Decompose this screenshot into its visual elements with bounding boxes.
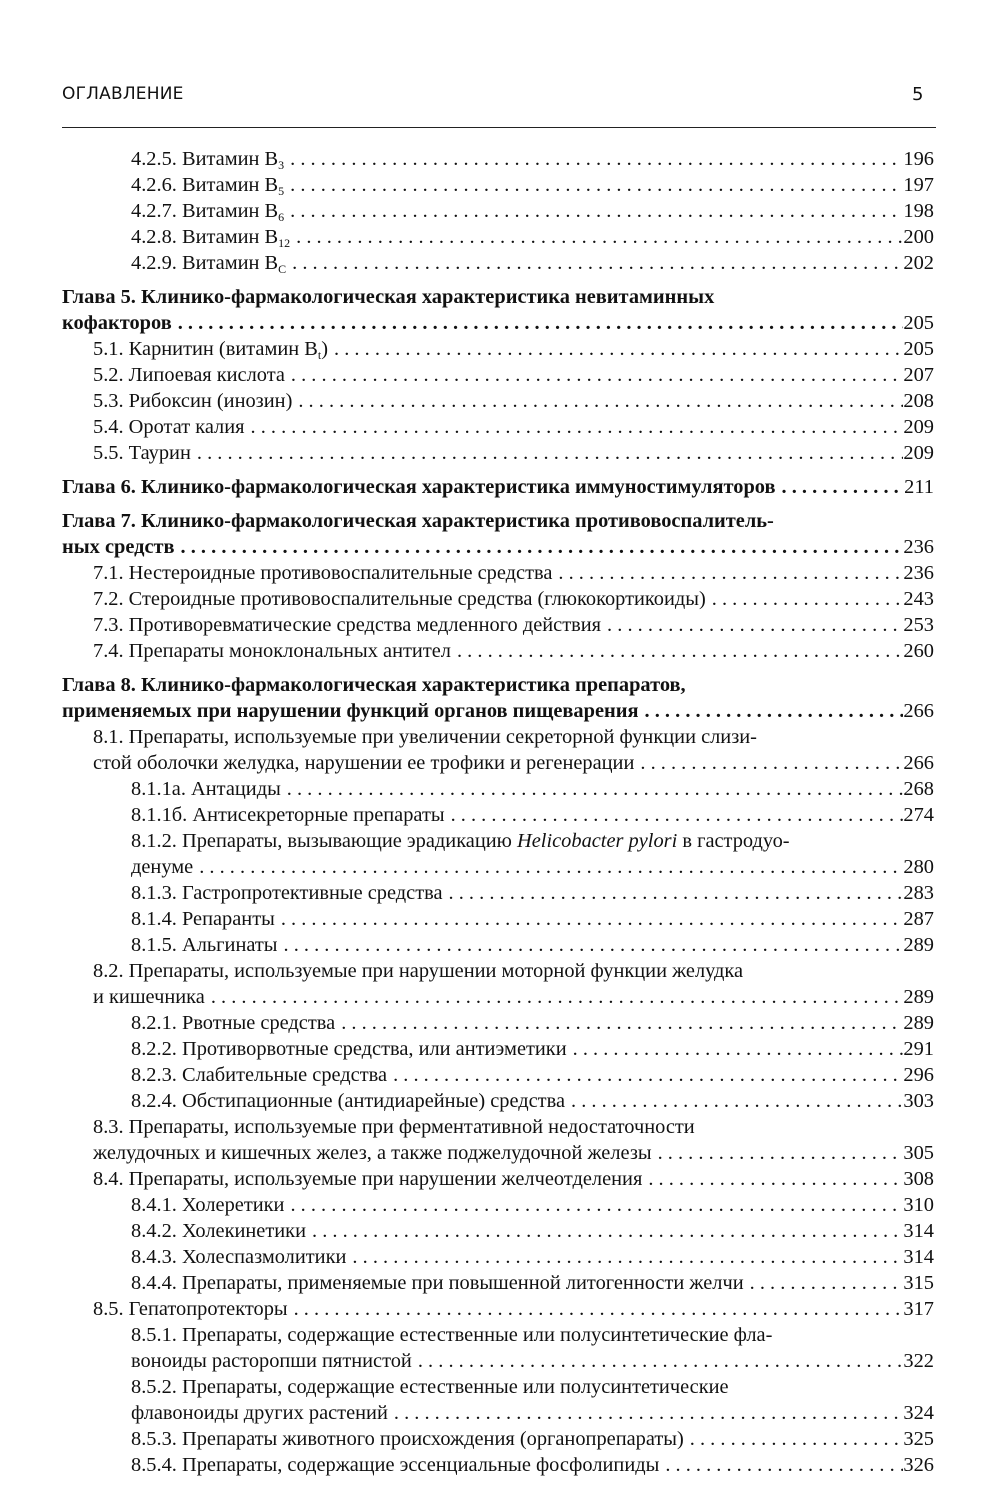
toc-entry[interactable] bbox=[62, 932, 934, 958]
toc-entry-title: стой оболочки желудка, нарушении ее трофики и регенерации bbox=[93, 752, 635, 774]
dot-leader bbox=[172, 310, 904, 336]
toc-page-number: 308 bbox=[903, 1168, 934, 1190]
toc-entry-title: 7.1. Нестероидные противовоспалительные средства bbox=[93, 562, 553, 584]
toc-page-number: 326 bbox=[903, 1454, 934, 1476]
toc-entry-title: Глава 7. Клинико-фармакологическая характеристика противовоспалитель- bbox=[62, 510, 774, 532]
toc-page-number: 287 bbox=[903, 908, 934, 930]
toc-entry[interactable] bbox=[62, 172, 934, 198]
toc-page-number: 314 bbox=[903, 1246, 934, 1268]
toc-entry-title: флавоноиды других растений bbox=[131, 1402, 388, 1424]
toc-entry-title: 8.4.2. Холекинетики bbox=[131, 1220, 306, 1242]
toc-entry[interactable] bbox=[62, 146, 934, 172]
dot-leader bbox=[286, 250, 903, 276]
dot-leader bbox=[205, 984, 904, 1010]
toc-entry[interactable] bbox=[62, 1270, 934, 1296]
toc-entry[interactable] bbox=[62, 1140, 934, 1166]
toc-entry-title: 8.2.3. Слабительные средства bbox=[131, 1064, 388, 1086]
toc-entry-title: 8.3. Препараты, используемые при ферментативной недостаточности bbox=[93, 1116, 695, 1138]
dot-leader bbox=[335, 1010, 903, 1036]
toc-entry[interactable] bbox=[62, 750, 934, 776]
toc-page-number: 296 bbox=[903, 1064, 934, 1086]
toc-entry[interactable] bbox=[62, 1296, 934, 1322]
toc-entry-title: 5.3. Рибоксин (инозин) bbox=[93, 390, 293, 412]
dot-leader bbox=[346, 1244, 903, 1270]
toc-entry[interactable] bbox=[62, 1036, 934, 1062]
toc-entry-title: 4.2.6. Витамин $B_5$ bbox=[131, 174, 285, 198]
dot-leader bbox=[278, 932, 904, 958]
toc-entry-title: 8.1.2. Препараты, вызывающие эрадикацию Helicobacter pylori в гастродуо- bbox=[131, 830, 790, 852]
toc-entry[interactable] bbox=[62, 414, 934, 440]
toc-entry-title: Глава 5. Клинико-фармакологическая характеристика невитаминных bbox=[62, 286, 715, 308]
toc-entry-title: 5.5. Таурин bbox=[93, 442, 191, 464]
toc-entry[interactable] bbox=[62, 1426, 934, 1452]
toc-page-number: 289 bbox=[903, 1012, 934, 1034]
toc-entry-title: 7.2. Стероидные противовоспалительные средства (глюкокортикоиды) bbox=[93, 588, 706, 610]
dot-leader bbox=[175, 534, 904, 560]
toc-page-number: 303 bbox=[903, 1090, 934, 1112]
toc-entry-title: желудочных и кишечных желез, а также поджелудочной железы bbox=[93, 1142, 652, 1164]
dot-leader bbox=[639, 698, 904, 724]
toc-page-number: 260 bbox=[903, 640, 934, 662]
toc-page-number: 314 bbox=[903, 1220, 934, 1242]
toc-page-number: 197 bbox=[903, 174, 934, 196]
toc-chapter-line[interactable] bbox=[62, 474, 934, 500]
toc-entry-title: 8.1.4. Репаранты bbox=[131, 908, 275, 930]
toc-entry-title: 8.1.3. Гастропротективные средства bbox=[131, 882, 443, 904]
running-header-title: ОГЛАВЛЕНИЕ bbox=[62, 84, 184, 104]
toc-page-number: 266 bbox=[903, 700, 934, 722]
toc-entry-title: 5.1. Карнитин (витамин $B_t$) bbox=[93, 338, 329, 362]
dot-leader bbox=[567, 1036, 904, 1062]
subscript: t bbox=[317, 348, 322, 362]
toc-entry-title: воноиды расторопши пятнистой bbox=[131, 1350, 412, 1372]
toc-page-number: 268 bbox=[903, 778, 934, 800]
dot-leader bbox=[601, 612, 903, 638]
toc-entry[interactable] bbox=[62, 724, 934, 750]
dot-leader bbox=[684, 1426, 904, 1452]
toc-entry-title: 7.4. Препараты моноклональных антител bbox=[93, 640, 451, 662]
toc-entry-title: 8.1. Препараты, используемые при увеличении секреторной функции слизи- bbox=[93, 726, 757, 748]
toc-entry[interactable] bbox=[62, 198, 934, 224]
toc-entry-title: кофакторов bbox=[62, 312, 172, 334]
toc-entry-title: 8.5. Гепатопротекторы bbox=[93, 1298, 288, 1320]
toc-page-number: 266 bbox=[903, 752, 934, 774]
toc-page-number: 198 bbox=[903, 200, 934, 222]
toc-entry-title: 8.1.1а. Антациды bbox=[131, 778, 281, 800]
toc-entry[interactable] bbox=[62, 612, 934, 638]
toc-entry-title: 8.5.3. Препараты животного происхождения (органопрепараты) bbox=[131, 1428, 684, 1450]
dot-leader bbox=[284, 198, 903, 224]
toc-entry[interactable] bbox=[62, 776, 934, 802]
table-of-contents bbox=[62, 146, 934, 1478]
toc-entry[interactable] bbox=[62, 1062, 934, 1088]
toc-page-number: 283 bbox=[903, 882, 934, 904]
toc-page-number: 236 bbox=[903, 536, 934, 558]
page-number: 5 bbox=[912, 84, 924, 105]
toc-page-number: 243 bbox=[903, 588, 934, 610]
toc-page-number: 305 bbox=[903, 1142, 934, 1164]
subscript: 12 bbox=[278, 236, 291, 250]
subscript: C bbox=[278, 262, 287, 276]
toc-entry-title: 8.4. Препараты, используемые при нарушении желчеотделения bbox=[93, 1168, 643, 1190]
toc-entry[interactable] bbox=[62, 250, 934, 276]
toc-entry-title: ных средств bbox=[62, 536, 175, 558]
toc-page-number: 207 bbox=[903, 364, 934, 386]
toc-entry[interactable] bbox=[62, 560, 934, 586]
dot-leader bbox=[284, 1192, 903, 1218]
dot-leader bbox=[659, 1452, 903, 1478]
toc-page-number: 209 bbox=[903, 416, 934, 438]
toc-entry-title: 8.1.1б. Антисекреторные препараты bbox=[131, 804, 445, 826]
toc-page-number: 236 bbox=[903, 562, 934, 584]
dot-leader bbox=[275, 906, 904, 932]
toc-page-number: 315 bbox=[903, 1272, 934, 1294]
toc-entry[interactable] bbox=[62, 586, 934, 612]
toc-chapter-line[interactable] bbox=[62, 672, 934, 698]
dot-leader bbox=[281, 776, 904, 802]
toc-page-number: 322 bbox=[903, 1350, 934, 1372]
toc-page-number: 280 bbox=[903, 856, 934, 878]
toc-entry[interactable] bbox=[62, 388, 934, 414]
toc-chapter-line[interactable] bbox=[62, 310, 934, 336]
subscript: 3 bbox=[278, 158, 285, 172]
toc-entry[interactable] bbox=[62, 1010, 934, 1036]
toc-entry-title: 8.2.1. Рвотные средства bbox=[131, 1012, 336, 1034]
toc-entry[interactable] bbox=[62, 440, 934, 466]
toc-entry-title: 8.4.3. Холеспазмолитики bbox=[131, 1246, 347, 1268]
italic-term: Helicobacter pylori bbox=[517, 830, 678, 852]
toc-entry-title: Глава 6. Клинико-фармакологическая характеристика иммуностимуляторов bbox=[62, 476, 776, 498]
dot-leader bbox=[285, 362, 904, 388]
subscript: 5 bbox=[278, 184, 285, 198]
toc-entry[interactable] bbox=[62, 1114, 934, 1140]
dot-leader bbox=[642, 1166, 903, 1192]
toc-entry-title: 5.4. Оротат калия bbox=[93, 416, 245, 438]
toc-entry[interactable] bbox=[62, 828, 934, 854]
toc-page-number: 289 bbox=[903, 986, 934, 1008]
toc-entry-title: 7.3. Противоревматические средства медленного действия bbox=[93, 614, 602, 636]
toc-entry-title: 8.5.4. Препараты, содержащие эссенциальные фосфолипиды bbox=[131, 1454, 660, 1476]
dot-leader bbox=[451, 638, 903, 664]
toc-entry[interactable] bbox=[62, 1244, 934, 1270]
subscript: 6 bbox=[278, 210, 285, 224]
toc-page-number: 325 bbox=[903, 1428, 934, 1450]
toc-entry-title: 8.2. Препараты, используемые при нарушении моторной функции желудка bbox=[93, 960, 744, 982]
toc-page-number: 211 bbox=[904, 476, 934, 498]
dot-leader bbox=[634, 750, 903, 776]
toc-page-number: 253 bbox=[903, 614, 934, 636]
dot-leader bbox=[776, 474, 905, 500]
toc-entry-title: 8.5.2. Препараты, содержащие естественные или полусинтетические bbox=[131, 1376, 729, 1398]
dot-leader bbox=[443, 880, 904, 906]
toc-entry[interactable] bbox=[62, 984, 934, 1010]
toc-entry[interactable] bbox=[62, 1192, 934, 1218]
toc-entry-title: 8.2.4. Обстипационные (антидиарейные) средства bbox=[131, 1090, 565, 1112]
toc-page-number: 310 bbox=[903, 1194, 934, 1216]
dot-leader bbox=[565, 1088, 903, 1114]
toc-page-number: 209 bbox=[903, 442, 934, 464]
toc-entry[interactable] bbox=[62, 1322, 934, 1348]
toc-entry-title: 4.2.5. Витамин $B_3$ bbox=[131, 148, 285, 172]
toc-chapter-line[interactable] bbox=[62, 284, 934, 310]
dot-leader bbox=[306, 1218, 903, 1244]
toc-entry-title: Глава 8. Клинико-фармакологическая характеристика препаратов, bbox=[62, 674, 686, 696]
header-divider bbox=[62, 127, 936, 128]
dot-leader bbox=[387, 1062, 903, 1088]
toc-entry[interactable] bbox=[62, 362, 934, 388]
toc-entry-title: применяемых при нарушении функций органов пищеварения bbox=[62, 700, 639, 722]
toc-entry-title: 4.2.7. Витамин $B_6$ bbox=[131, 200, 285, 224]
toc-page-number: 196 bbox=[903, 148, 934, 170]
toc-entry-title: 4.2.8. Витамин $B_{12}$ bbox=[131, 226, 291, 250]
dot-leader bbox=[245, 414, 904, 440]
toc-entry-title: денуме bbox=[131, 856, 194, 878]
dot-leader bbox=[652, 1140, 904, 1166]
toc-entry[interactable] bbox=[62, 906, 934, 932]
toc-entry[interactable] bbox=[62, 638, 934, 664]
toc-entry[interactable] bbox=[62, 802, 934, 828]
dot-leader bbox=[288, 1296, 904, 1322]
dot-leader bbox=[706, 586, 904, 612]
toc-entry[interactable] bbox=[62, 224, 934, 250]
toc-entry[interactable] bbox=[62, 1218, 934, 1244]
dot-leader bbox=[412, 1348, 904, 1374]
toc-entry-title: 8.1.5. Альгинаты bbox=[131, 934, 278, 956]
toc-chapter-line[interactable] bbox=[62, 534, 934, 560]
toc-entry[interactable] bbox=[62, 1374, 934, 1400]
dot-leader bbox=[193, 854, 903, 880]
toc-entry[interactable] bbox=[62, 1348, 934, 1374]
dot-leader bbox=[552, 560, 903, 586]
dot-leader bbox=[744, 1270, 904, 1296]
toc-entry-title: 8.2.2. Противорвотные средства, или антиэметики bbox=[131, 1038, 567, 1060]
dot-leader bbox=[290, 224, 903, 250]
toc-entry[interactable] bbox=[62, 1088, 934, 1114]
toc-page-number: 202 bbox=[903, 252, 934, 274]
toc-page-number: 291 bbox=[903, 1038, 934, 1060]
toc-page-number: 208 bbox=[903, 390, 934, 412]
toc-entry-title: и кишечника bbox=[93, 986, 205, 1008]
toc-page-number: 289 bbox=[903, 934, 934, 956]
dot-leader bbox=[292, 388, 903, 414]
toc-entry-title: 4.2.9. Витамин $B_C$ bbox=[131, 252, 287, 276]
toc-entry-title: 8.4.1. Холеретики bbox=[131, 1194, 285, 1216]
toc-page-number: 317 bbox=[903, 1298, 934, 1320]
toc-entry[interactable] bbox=[62, 854, 934, 880]
toc-entry[interactable] bbox=[62, 336, 934, 362]
toc-page-number: 324 bbox=[903, 1402, 934, 1424]
toc-page-number: 274 bbox=[903, 804, 934, 826]
toc-entry[interactable] bbox=[62, 1452, 934, 1478]
toc-chapter-line[interactable] bbox=[62, 508, 934, 534]
toc-entry-title: 8.4.4. Препараты, применяемые при повышенной литогенности желчи bbox=[131, 1272, 744, 1294]
toc-page-number: 205 bbox=[903, 312, 934, 334]
dot-leader bbox=[284, 172, 903, 198]
dot-leader bbox=[388, 1400, 904, 1426]
dot-leader bbox=[284, 146, 903, 172]
toc-entry[interactable] bbox=[62, 1400, 934, 1426]
toc-page-number: 205 bbox=[903, 338, 934, 360]
dot-leader bbox=[191, 440, 904, 466]
toc-entry[interactable] bbox=[62, 880, 934, 906]
toc-page-number: 200 bbox=[903, 226, 934, 248]
dot-leader bbox=[445, 802, 904, 828]
dot-leader bbox=[328, 336, 903, 362]
toc-entry[interactable] bbox=[62, 958, 934, 984]
toc-chapter-line[interactable] bbox=[62, 698, 934, 724]
toc-entry-title: 8.5.1. Препараты, содержащие естественные или полусинтетические фла- bbox=[131, 1324, 773, 1346]
toc-entry[interactable] bbox=[62, 1166, 934, 1192]
toc-entry-title: 5.2. Липоевая кислота bbox=[93, 364, 285, 386]
